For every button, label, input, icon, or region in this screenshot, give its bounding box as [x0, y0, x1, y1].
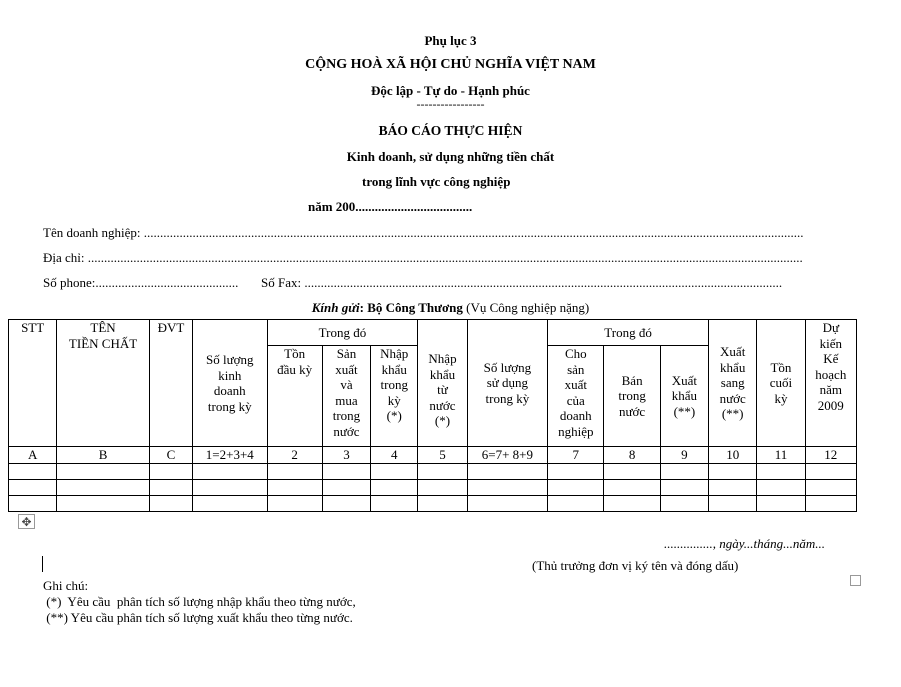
- table-move-handle[interactable]: [18, 514, 35, 529]
- empty-cell[interactable]: [371, 495, 418, 511]
- empty-cell[interactable]: [418, 463, 467, 479]
- col-header-stt: STT: [9, 320, 57, 447]
- notes-heading: Ghi chú:: [43, 578, 89, 593]
- report-subtitle-1: Kinh doanh, sử dụng những tiền chất: [346, 149, 555, 164]
- recipient-department: (Vụ Công nghiệp nặng): [462, 300, 590, 315]
- empty-cell[interactable]: [322, 479, 370, 495]
- table-row: [9, 479, 857, 495]
- col-header-plan: Dự kiến Kế hoạch năm 2009: [805, 320, 856, 447]
- col-header-own-production: Cho sản xuất của doanh nghiệp: [548, 346, 604, 447]
- report-title: BÁO CÁO THỰC HIỆN: [378, 123, 523, 138]
- address-field: Địa chỉ: ............................................................................................................................................................................................................................: [43, 250, 803, 265]
- signer-line: (Thủ trưởng đơn vị ký tên và đóng dấu): [532, 558, 739, 573]
- empty-cell[interactable]: [57, 495, 150, 511]
- index-cell: 3: [322, 447, 370, 464]
- phone-field: Số phone:............................................: [43, 275, 239, 290]
- col-header-name: [57, 320, 150, 447]
- recipient-prefix: Kính gửi: [311, 300, 360, 315]
- empty-cell[interactable]: [9, 479, 57, 495]
- table-row: [9, 463, 857, 479]
- index-cell: 11: [757, 447, 805, 464]
- index-cell: 7: [548, 447, 604, 464]
- resize-handle-icon[interactable]: [850, 575, 861, 586]
- appendix-label: Phụ lục 3: [424, 33, 477, 48]
- col-header-business-qty: Số lượng kinh doanh trong kỳ: [193, 320, 267, 447]
- index-cell: 5: [418, 447, 467, 464]
- empty-cell[interactable]: [57, 479, 150, 495]
- company-name-field: Tên doanh nghiệp: ...........................................................................................................................................................................................................: [43, 225, 804, 240]
- empty-cell[interactable]: [548, 463, 604, 479]
- col-header-produced: Sản xuất và mua trong nước: [322, 346, 370, 447]
- index-cell: 1=2+3+4: [193, 447, 267, 464]
- index-cell: 6=7+ 8+9: [467, 447, 547, 464]
- empty-cell[interactable]: [193, 463, 267, 479]
- index-cell: A: [9, 447, 57, 464]
- table-header-row-1: [9, 320, 857, 346]
- index-cell: 4: [371, 447, 418, 464]
- empty-cell[interactable]: [149, 495, 192, 511]
- empty-cell[interactable]: [805, 463, 856, 479]
- empty-cell[interactable]: [709, 463, 757, 479]
- index-cell: 10: [709, 447, 757, 464]
- empty-cell[interactable]: [418, 495, 467, 511]
- empty-cell[interactable]: [267, 479, 322, 495]
- fax-field: Số Fax: ...................................................................................................................................................: [261, 275, 783, 290]
- note-1: (*) Yêu cầu phân tích số lượng nhập khẩu theo từng nước,: [43, 594, 356, 609]
- empty-cell[interactable]: [322, 463, 370, 479]
- col-header-import-country: Nhập khẩu từ nước (*): [418, 320, 467, 447]
- empty-cell[interactable]: [467, 495, 547, 511]
- empty-cell[interactable]: [604, 479, 660, 495]
- header-separator: -----------------: [416, 97, 485, 111]
- report-subtitle-2: trong lĩnh vực công nghiệp: [362, 174, 511, 189]
- empty-cell[interactable]: [548, 479, 604, 495]
- empty-cell[interactable]: [9, 463, 57, 479]
- col-header-name-line-1: TÊN: [90, 320, 116, 335]
- empty-cell[interactable]: [467, 479, 547, 495]
- empty-cell[interactable]: [757, 479, 805, 495]
- empty-cell[interactable]: [709, 495, 757, 511]
- move-icon: ✥: [21, 515, 32, 529]
- empty-cell[interactable]: [149, 463, 192, 479]
- table-row: [9, 495, 857, 511]
- empty-cell[interactable]: [57, 463, 150, 479]
- empty-cell[interactable]: [322, 495, 370, 511]
- group-header-1: Trong đó: [267, 320, 418, 346]
- note-2: (**) Yêu cầu phân tích số lượng xuất khẩu theo từng nước.: [43, 610, 353, 625]
- date-line: ..............., ngày...tháng...năm...: [664, 536, 826, 551]
- country-name: CỘNG HOÀ XÃ HỘI CHỦ NGHĨA VIỆT NAM: [305, 57, 596, 72]
- empty-cell[interactable]: [9, 495, 57, 511]
- empty-cell[interactable]: [660, 495, 708, 511]
- empty-cell[interactable]: [548, 495, 604, 511]
- empty-cell[interactable]: [660, 463, 708, 479]
- empty-cell[interactable]: [604, 495, 660, 511]
- table-index-row: [9, 447, 857, 464]
- empty-cell[interactable]: [805, 495, 856, 511]
- empty-cell[interactable]: [709, 479, 757, 495]
- recipient-name: : Bộ Công Thương: [359, 300, 463, 315]
- col-header-closing: Tồn cuối kỳ: [757, 320, 805, 447]
- col-header-unit: ĐVT: [149, 320, 192, 447]
- index-cell: 9: [660, 447, 708, 464]
- empty-cell[interactable]: [604, 463, 660, 479]
- empty-cell[interactable]: [371, 463, 418, 479]
- empty-cell[interactable]: [757, 495, 805, 511]
- report-table: [8, 319, 857, 512]
- col-header-imported: Nhập khẩu trong kỳ (*): [371, 346, 418, 447]
- col-header-usage-qty: Số lượng sử dụng trong kỳ: [467, 320, 547, 447]
- index-cell: 12: [805, 447, 856, 464]
- index-cell: C: [149, 447, 192, 464]
- empty-cell[interactable]: [267, 463, 322, 479]
- recipient-line: [0, 300, 901, 316]
- empty-cell[interactable]: [193, 495, 267, 511]
- empty-cell[interactable]: [757, 463, 805, 479]
- empty-cell[interactable]: [371, 479, 418, 495]
- index-cell: 2: [267, 447, 322, 464]
- report-year-line: năm 200....................................: [308, 199, 473, 214]
- empty-cell[interactable]: [467, 463, 547, 479]
- empty-cell[interactable]: [418, 479, 467, 495]
- index-cell: 8: [604, 447, 660, 464]
- col-header-opening: Tồn đầu kỳ: [267, 346, 322, 447]
- col-header-export-country: Xuất khẩu sang nước (**): [709, 320, 757, 447]
- empty-cell[interactable]: [149, 479, 192, 495]
- empty-cell[interactable]: [267, 495, 322, 511]
- empty-cell[interactable]: [805, 479, 856, 495]
- group-header-2: Trong đó: [548, 320, 709, 346]
- text-cursor: [42, 556, 43, 572]
- motto: Độc lập - Tự do - Hạnh phúc: [371, 83, 530, 98]
- index-cell: B: [57, 447, 150, 464]
- empty-cell[interactable]: [193, 479, 267, 495]
- col-header-domestic-sale: Bán trong nước: [604, 346, 660, 447]
- col-header-export: Xuất khẩu (**): [660, 346, 708, 447]
- empty-cell[interactable]: [660, 479, 708, 495]
- col-header-name-line-2: TIỀN CHẤT: [68, 335, 138, 351]
